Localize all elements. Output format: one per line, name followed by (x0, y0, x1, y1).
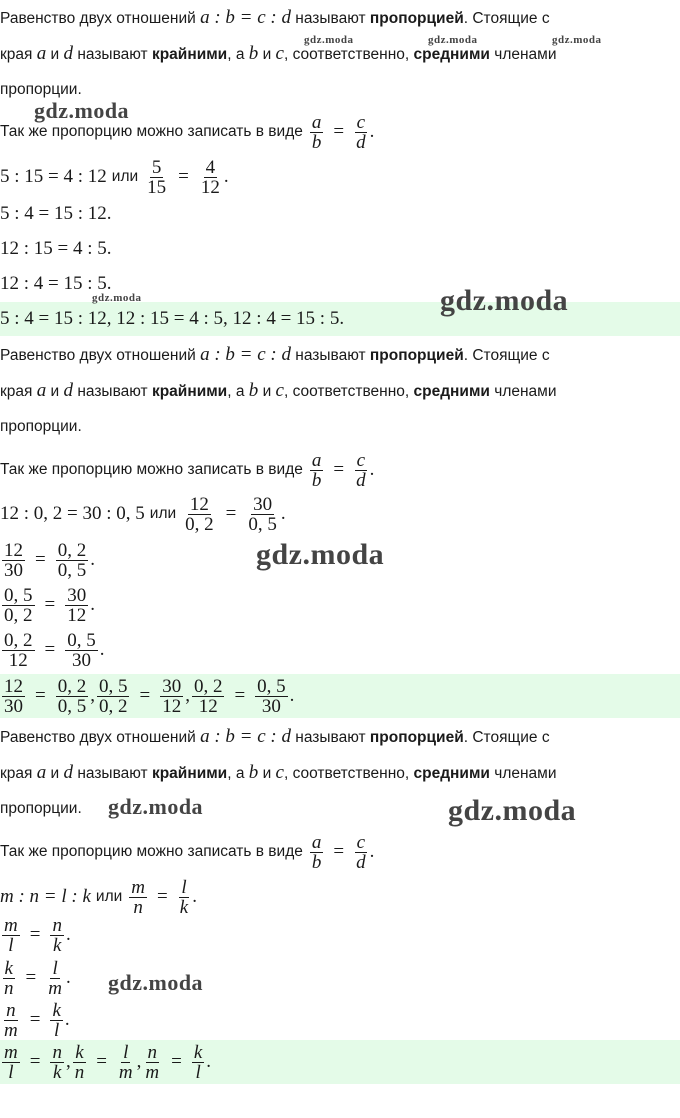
fraction-proportion-line: $\frac{12}{30}$ = $\frac{0, 2}{0, 5}$ . (4, 539, 95, 581)
definition-line-1: Равенство двух отношений a : b = c : d называют пропорцией. Стоящие с (0, 344, 550, 365)
watermark: gdz.moda (304, 34, 354, 46)
fraction-a-b: $\frac{a}{b}$ (311, 111, 322, 153)
proportion-main-line: 5 : 15 = 4 : 12 или $\frac{5}{15}$ = $\frac{4}{12}$ . (0, 156, 229, 198)
alt-form-line: Так же пропорцию можно записать в виде $\frac{a}{b}$ = $\frac{c}{d}$ . (0, 831, 375, 873)
fraction-proportion-line: $\frac{k}{n}$ = $\frac{l}{m}$ . (4, 957, 71, 999)
definition-line-3: пропорции. (0, 800, 82, 817)
watermark: gdz.moda (108, 794, 204, 819)
watermark: gdz.moda (552, 34, 602, 46)
proportion-line: 12 : 15 = 4 : 5. (0, 238, 112, 259)
fraction-proportion-line: $\frac{0, 5}{0, 2}$ = $\frac{30}{12}$ . (4, 584, 95, 626)
definition-line-2: края a и d называют крайними, а b и c, соответственно, средними членами (0, 762, 557, 783)
watermark: gdz.moda (428, 34, 478, 46)
watermark: gdz.moda (440, 284, 569, 317)
watermark: gdz.moda (256, 538, 385, 571)
fraction-proportion-line: $\frac{0, 2}{12}$ = $\frac{0, 5}{30}$ . (4, 629, 105, 671)
watermark: gdz.moda (34, 98, 130, 123)
proportion-main-line: m : n = l : k или $\frac{m}{n}$ = $\frac{l}{k}$ . (0, 876, 197, 918)
fraction-proportion-line: $\frac{n}{m}$ = $\frac{k}{l}$ . (4, 999, 70, 1041)
alt-form-line: Так же пропорцию можно записать в виде $\frac{a}{b}$ = $\frac{c}{d}$ . (0, 449, 375, 491)
fraction-proportion-line: $\frac{m}{l}$ = $\frac{n}{k}$ . (4, 914, 71, 956)
definition-line-1: Равенство двух отношений a : b = c : d называют пропорцией. Стоящие с (0, 726, 550, 747)
watermark: gdz.moda (108, 970, 204, 995)
proportion-line: 5 : 4 = 15 : 12. (0, 203, 112, 224)
alt-form-line: Так же пропорцию можно записать в виде $\frac{a}{b}$ = $\frac{c}{d}$ . (0, 111, 375, 153)
proportion-line: 12 : 4 = 15 : 5. (0, 273, 112, 294)
fraction-c-d: $\frac{c}{d}$ (356, 111, 366, 153)
proportion-main-line: 12 : 0, 2 = 30 : 0, 5 или $\frac{12}{0, 2}$ = $\frac{30}{0, 5}$ . (0, 493, 286, 535)
watermark: gdz.moda (448, 794, 577, 827)
answer-line: $\frac{m}{l}$ = $\frac{n}{k}$ , $\frac{k}{n}$ = $\frac{l}{m}$ , $\frac{n}{m}$ = $\frac{k}{l}$ . (4, 1041, 212, 1083)
watermark: gdz.moda (92, 292, 142, 304)
definition-line-3: пропорции. (0, 418, 82, 435)
definition-line-3: пропорции. (0, 81, 82, 98)
answer-line: $\frac{12}{30}$ = $\frac{0, 2}{0, 5}$ , $\frac{0, 5}{0, 2}$ = $\frac{30}{12}$ , $\frac{0, 2}{12}$ = $\frac{0, 5}{30}$ . (4, 675, 295, 717)
definition-line-1: Равенство двух отношений a : b = c : d называют пропорцией. Стоящие с (0, 7, 550, 28)
definition-line-2: края a и d называют крайними, а b и c, соответственно, средними членами (0, 380, 557, 401)
answer-line: 5 : 4 = 15 : 12, 12 : 15 = 4 : 5, 12 : 4 = 15 : 5. (0, 308, 345, 329)
definition-line-2: края a и d называют крайними, а b и c, соответственно, средними членами (0, 43, 557, 64)
